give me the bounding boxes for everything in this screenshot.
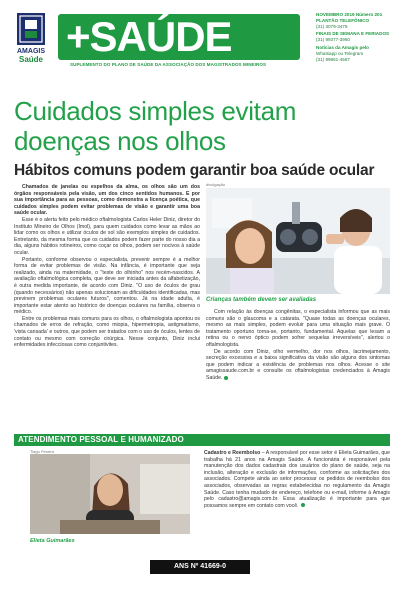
article-paragraph: Entre os problemas mais comuns para os olhos, o oftalmologista apontou os chamados de erros de refração, como miopia, hipermetropia, astigmatismo, 'vista cansada' e outros, que podem ser tratados com o uso de óculos, lentes de contato ou mesmo com correção cirúrgica. Nesse conjunto, Diniz inclui enfermidades infecciosas como conjuntivites.: [14, 315, 200, 349]
article-paragraph: Esse é o alerta feito pelo médico oftalmologista Carlos Heler Diniz, diretor do Instituto Mineiro de Olhos (Imol), para quem cuidados como levar as mãos ao lidar como os olhos e utilizar óculos de sol são exemplos simples de cuidados. Entretanto, da mesma forma que os cuidados podem fazer parte do nosso dia a dia, alguns hábitos rotineiros, como coçar os olhos, podem ser nocivos à saúde ocular.: [14, 216, 200, 256]
article-paragraph-text: De acordo com Diniz, olho vermelho, dor nos olhos, lacrimejamento, secreção excessiva e a baixa significativa da visão são alguns dos sintomas que podem indicar a existência de problemas nos olhos. Acesse o site amagissaude.com.br e consulte os oftalmologistas credenciados à Amagis Saúde.: [206, 348, 390, 381]
news-phone[interactable]: (31) 99961-4567: [316, 57, 350, 63]
phone-heading: PLANTÃO TELEFÔNICO: [316, 18, 370, 24]
logo-sub: Saúde: [18, 55, 43, 64]
brand-exclamation: !: [283, 7, 300, 63]
ans-registration-badge: ANS Nº 41669-0: [150, 560, 250, 574]
eye-exam-illustration: [206, 188, 390, 294]
logo-text: [8, 48, 54, 64]
brand-title: +SAÚDE: [66, 13, 232, 60]
brand-banner: [58, 14, 300, 60]
staff-caption: Elieta Guimarães: [30, 538, 75, 544]
photo-credit: divulgação: [206, 182, 226, 187]
section-band: [14, 434, 390, 446]
article-paragraph: Com relação às doenças congênitas, o especialista informou que as mais comuns são o glaucoma e a catarata. "Quase todas as doenças oculares, mesmo as mais simples, podem evoluir para uma situação mais grave. O tratamento oportuno torna-se, portanto, fundamental. Aquelas que lesam a retina ou o nervo óptico podem sofrer sequelas irreversíveis", alertou o oftalmologista.: [206, 309, 390, 348]
section-text-column: [204, 450, 390, 509]
eye-exam-photo: [206, 188, 390, 294]
article-paragraph: [206, 349, 390, 382]
brand-tagline: SUPLEMENTO DO PLANO DE SAÚDE DA ASSOCIAÇÃO DOS MAGISTRADOS MINEIROS: [70, 62, 267, 67]
article-headline: Cuidados simples evitam doenças nos olhos: [14, 96, 297, 156]
photo-credit: Tiago Pereira: [30, 449, 54, 454]
header-info: [316, 12, 396, 66]
article-paragraph: Portanto, conforme observou o especialista, prevenir sempre é a melhor forma de evitar problemas de visão. Na infância, é importante que seja realizado, ainda na maternidade, o "teste do olhinho" nos recém-nascidos. A avaliação oftalmológica completa, que deve ser iniciada antes da alfabetização, é outra medida importante, de acordo com Diniz. "O uso de óculos de grau (quando necessários) não apenas solucionam as dificuldades identificadas, mas previnem problemas oculares futuros", comentou. Já na idade adulta, é importante estar atento ao histórico de doenças oculares na família, observa o médico.: [14, 256, 200, 316]
section-text: – A responsável por esse setor é Elieta Guimarães, que trabalha há 21 anos na Amagis Saúde. A funcionária é responsável pela manutenção dos dados cadastrais dos usuários do plano de saúde, seja na inclusão, alteração e exclusão de informações, conforme as solicitações dos associados. Compete ainda ao setor processar os pedidos de reembolso dos associados, observadas as regras estabelecidas no regulamento da Amagis Saúde. Caso tenha mudado de endereço, telefone ou e-mail, informe à Amagis pelo cadastro@amagis.com.br. Essa atualização é importante para que possamos sempre em contato com você.: [204, 450, 390, 509]
amagis-logo[interactable]: [8, 12, 54, 68]
end-mark-icon: [224, 376, 228, 380]
section-title: ATENDIMENTO PESSOAL E HUMANIZADO: [18, 435, 184, 444]
weekend-phone[interactable]: (31) 99377-3960: [316, 36, 350, 42]
weekend-heading: FINAIS DE SEMANA E FERIADOS: [316, 30, 390, 36]
logo-name: AMAGIS: [17, 48, 45, 55]
article-lead: Chamados de janelas ou espelhos da alma, os olhos são um dos órgãos responsáveis pela visão, um dos cinco sentidos humanos. E por sua importância para as pessoas, como demonstra a licença poética, que cuidados simples podem evitar problemas de visão e garantir uma boa saúde ocular.: [14, 184, 200, 217]
news-channels: Whatsapp ou Telegram: [316, 51, 364, 57]
end-mark-icon: [301, 503, 305, 507]
staff-photo: [30, 454, 190, 534]
article-left-column: [14, 184, 200, 349]
article-right-column: [206, 309, 390, 382]
amagis-square-logo-icon: [16, 12, 46, 46]
section-paragraph: [204, 450, 390, 509]
staff-portrait-illustration: [30, 454, 190, 534]
edition-line: NOVEMBRO 2019 Número 201: [316, 12, 383, 17]
photo-caption: Crianças também devem ser avaliadas: [206, 297, 317, 303]
phone-number[interactable]: (31) 3079-3479: [316, 24, 348, 30]
masthead: [0, 0, 400, 80]
news-heading: Notícias da Amagis pelo: [316, 45, 369, 51]
article-subhead: Hábitos comuns podem garantir boa saúde ocular: [14, 162, 375, 179]
section-label: Cadastro e Reembolso: [204, 450, 261, 456]
